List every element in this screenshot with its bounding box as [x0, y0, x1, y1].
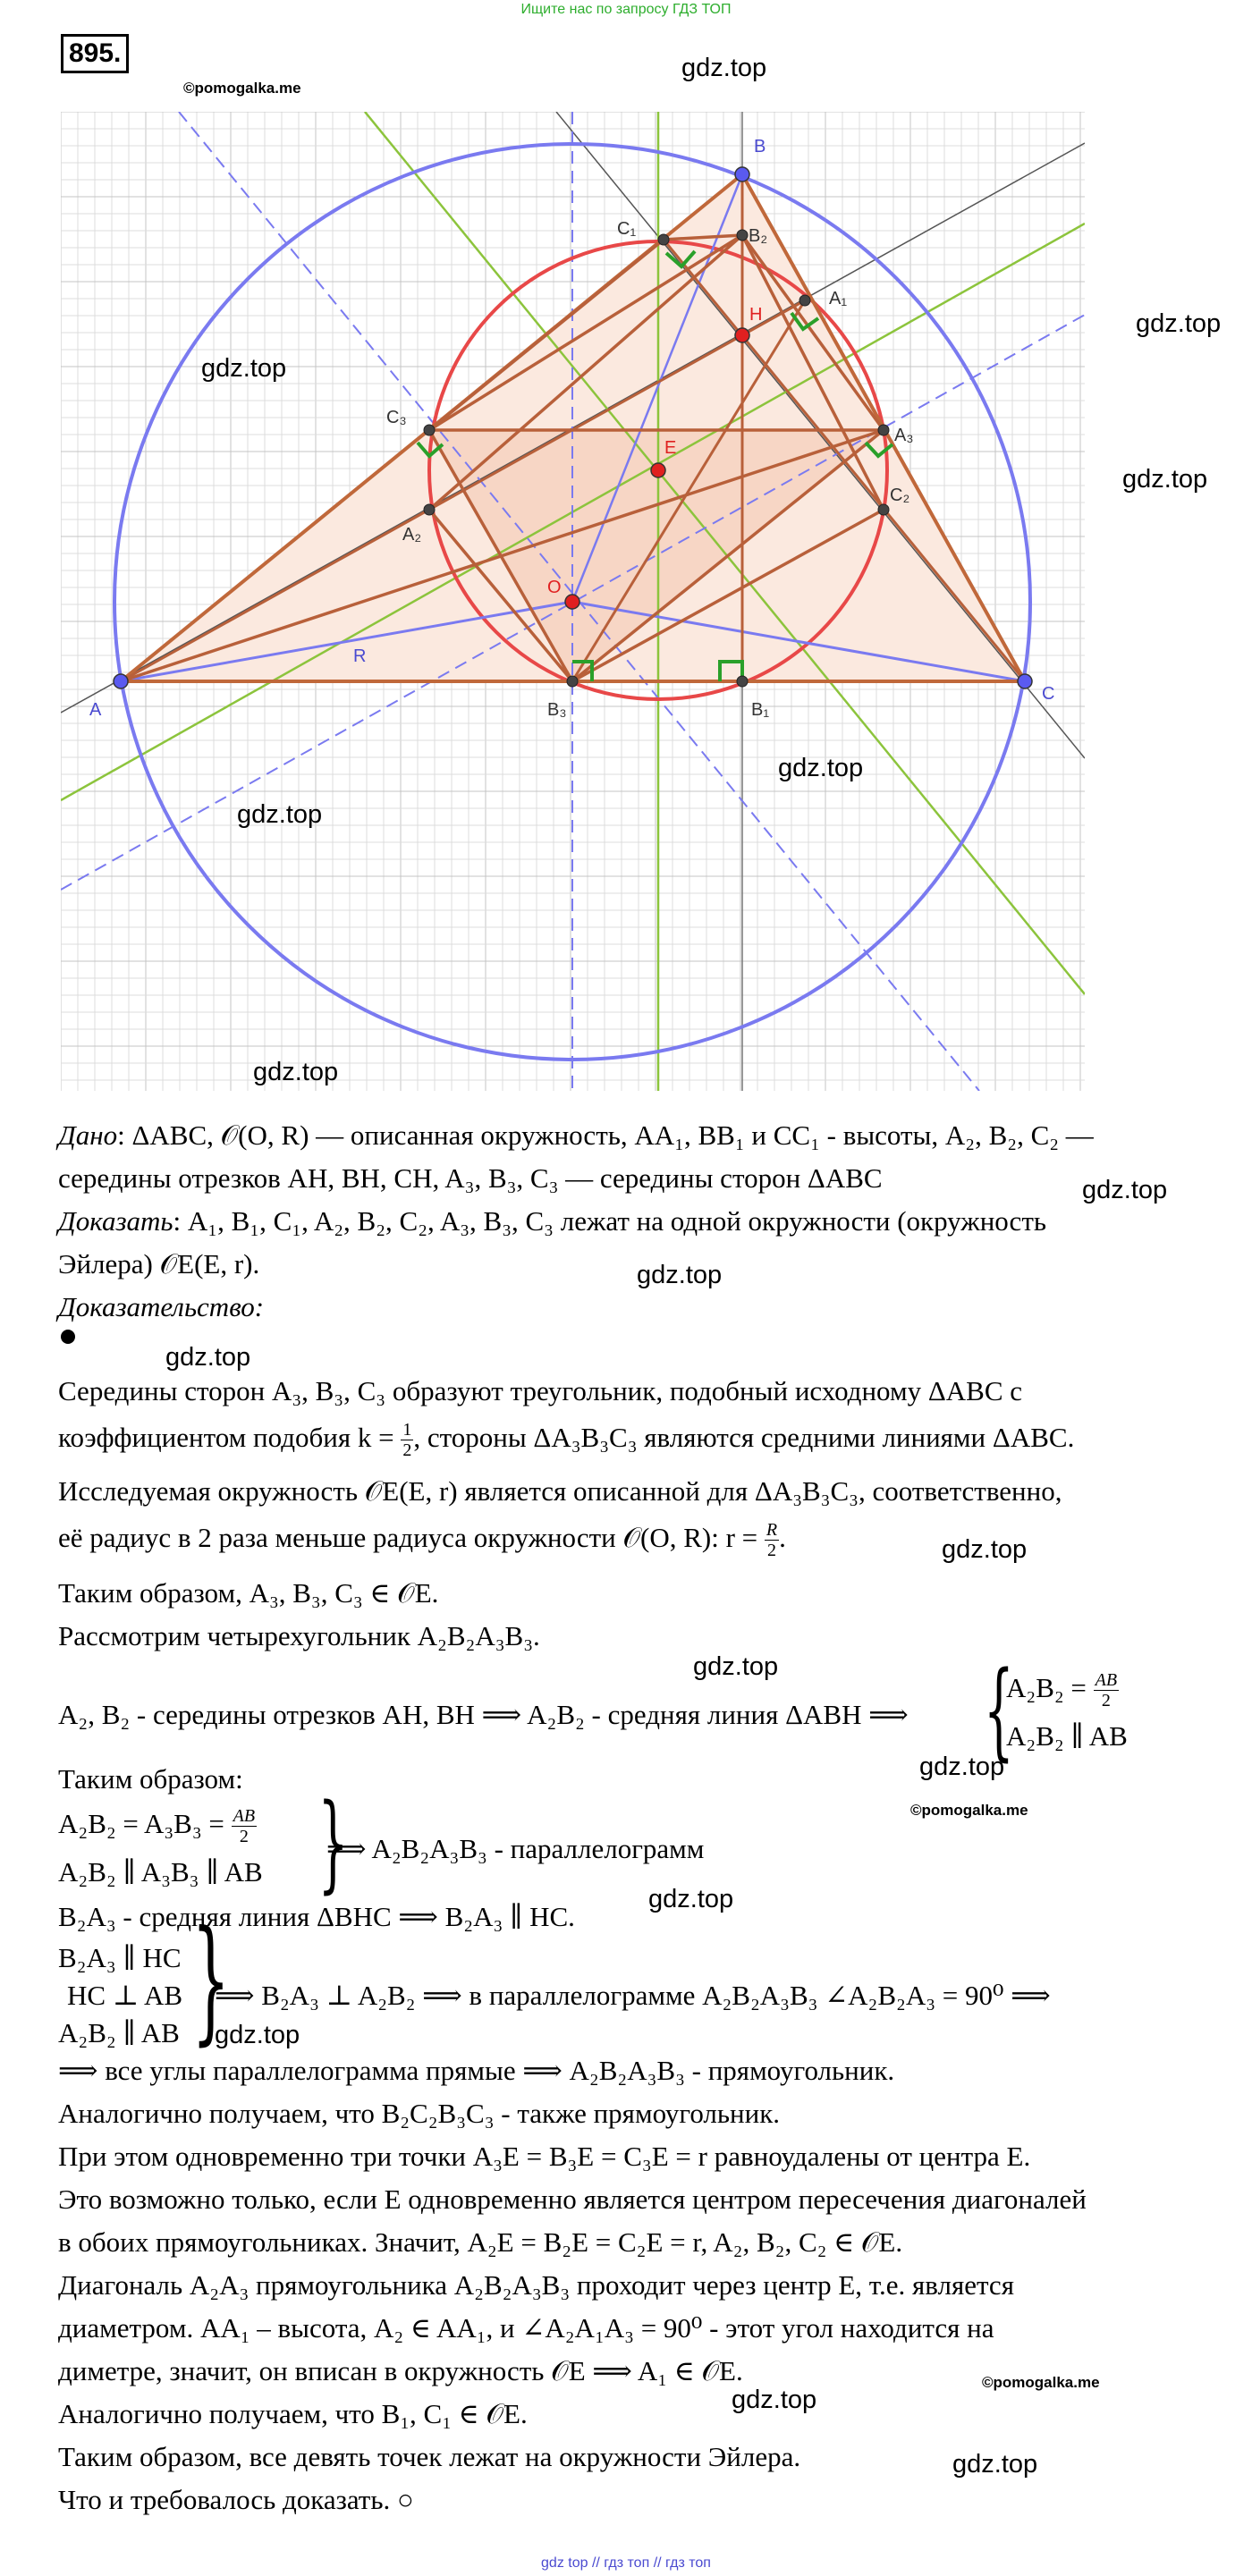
point-b: [735, 167, 749, 182]
system-3-line-3: A₂B₂ ∥ AB: [58, 2017, 180, 2048]
point-a1: [799, 295, 810, 306]
brace: {: [317, 1780, 349, 1904]
bullet: [61, 1330, 75, 1344]
point-a2: [424, 504, 435, 515]
label-c1: C₁: [617, 219, 637, 239]
watermark: gdz.top: [201, 354, 287, 383]
proof-line-13: Аналогично получаем, что B₂C₂B₃C₃ - также прямоугольник.: [58, 2098, 781, 2129]
point-o: [565, 595, 579, 609]
system-1-line-1: A₂B₂ = $\frac{AB}{2}$: [1006, 1670, 1118, 1711]
given-line-2: середины отрезков AH, BH, CH, A₃, B₃, C₃ — середины сторон ΔABC: [58, 1162, 883, 1194]
label-c: C: [1042, 684, 1055, 704]
proof-line-16: в обоих прямоугольниках. Значит, A₂E = B₂E = C₂E = r, A₂, B₂, C₂ ∈ 𝒪E.: [58, 2226, 903, 2258]
proof-line-17: Диагональ A₂A₃ прямоугольника A₂B₂A₃B₃ проходит через центр E, т.е. является: [58, 2269, 1014, 2301]
prove-label: Доказать: [58, 1205, 173, 1237]
given-label: Дано: [58, 1119, 118, 1151]
watermark: gdz.top: [165, 1343, 251, 1372]
label-e: E: [664, 438, 677, 458]
watermark: gdz.top: [919, 1753, 1005, 1781]
point-c2: [878, 504, 889, 515]
label-a3: A₃: [894, 426, 914, 445]
proof-line-21: Таким образом, все девять точек лежат на окружности Эйлера.: [58, 2441, 801, 2472]
watermark: gdz.top: [648, 1885, 734, 1913]
bottom-banner[interactable]: gdz top // гдз топ // гдз топ: [541, 2555, 711, 2571]
system-1-line-2: A₂B₂ ∥ AB: [1006, 1720, 1128, 1752]
watermark: gdz.top: [253, 1058, 339, 1086]
label-b3: B₃: [547, 700, 567, 720]
system-3-result: ⟹ B₂A₃ ⊥ A₂B₂ ⟹ в параллелограмме A₂B₂A₃B₃ ∠A₂B₂A₃ = 90⁰ ⟹: [215, 1980, 1051, 2011]
point-b2: [737, 230, 748, 241]
label-b1: B₁: [751, 700, 770, 720]
system-2-result: ⟹ A₂B₂A₃B₃ - параллелограмм: [326, 1833, 705, 1864]
label-r: R: [353, 646, 367, 666]
watermark: gdz.top: [778, 754, 864, 782]
label-c2: C₂: [890, 486, 910, 505]
point-c3: [424, 425, 435, 435]
watermark: gdz.top: [215, 2021, 300, 2049]
proof-line-6: Рассмотрим четырехугольник A₂B₂A₃B₃.: [58, 1620, 540, 1651]
point-e: [651, 463, 665, 477]
point-a3: [878, 425, 889, 435]
proof-line-8: Таким образом:: [58, 1763, 243, 1795]
watermark: gdz.top: [237, 800, 323, 829]
proof-line-10: B₂A₃ - средняя линия ΔBHC ⟹ B₂A₃ ∥ HC.: [58, 1901, 575, 1932]
watermark: gdz.top: [952, 2450, 1038, 2479]
watermark: gdz.top: [1082, 1176, 1168, 1204]
point-h: [735, 328, 749, 342]
brace: {: [191, 1903, 231, 2058]
point-c: [1018, 674, 1032, 688]
point-b3: [567, 676, 578, 687]
prove-line-1: : A₁, B₁, C₁, A₂, B₂, C₂, A₃, B₃, C₃ лежат на одной окружности (окружность: [173, 1205, 1047, 1237]
proof-line-3: Исследуемая окружность 𝒪E(E, r) является описанной для ΔA₃B₃C₃, соответственно,: [58, 1475, 1062, 1507]
proof-line-7: A₂, B₂ - середины отрезков AH, BH ⟹ A₂B₂ - средняя линия ΔABH ⟹: [58, 1699, 909, 1730]
system-3-line-1: B₂A₃ ∥ HC: [58, 1942, 182, 1973]
problem-number: 895.: [61, 34, 129, 73]
label-c3: C₃: [386, 408, 407, 427]
credit-top: ©pomogalka.me: [183, 80, 301, 97]
system-3-line-2: HC ⊥ AB: [67, 1980, 183, 2011]
proof-line-20: Аналогично получаем, что B₁, C₁ ∈ 𝒪E.: [58, 2398, 528, 2429]
proof-line-14: При этом одновременно три точки A₃E = B₃E = C₃E = r равноудалены от центра E.: [58, 2141, 1031, 2172]
proof-line-15: Это возможно только, если E одновременно является центром пересечения диагоналей: [58, 2183, 1087, 2215]
watermark: gdz.top: [1136, 309, 1222, 338]
watermark: gdz.top: [693, 1652, 779, 1681]
label-a: A: [89, 700, 102, 720]
proof-line-19: диметре, значит, он вписан в окружность 𝒪E ⟹ A₁ ∈ 𝒪E.: [58, 2355, 743, 2386]
proof-line-12: ⟹ все углы параллелограмма прямые ⟹ A₂B₂A₃B₃ - прямоугольник.: [58, 2055, 895, 2086]
system-2-line-1: A₂B₂ = A₃B₃ = $\frac{AB}{2}$: [58, 1806, 256, 1847]
proof-line-5: Таким образом, A₃, B₃, C₃ ∈ 𝒪E.: [58, 1577, 439, 1609]
watermark: gdz.top: [1122, 465, 1208, 494]
label-o: O: [547, 578, 562, 597]
label-h: H: [749, 305, 763, 325]
credit-bottom: ©pomogalka.me: [982, 2374, 1100, 2391]
watermark: gdz.top: [732, 2386, 817, 2414]
proof-line-2: коэффициентом подобия k = $\frac{1}{2}$ , стороны ΔA₃B₃C₃ являются средними линиями ΔABC.: [58, 1420, 1075, 1461]
label-a1: A₁: [829, 289, 848, 308]
proof-line-4: её радиус в 2 раза меньше радиуса окружности 𝒪(O, R): r = $\frac{R}{2}$ .: [58, 1520, 786, 1561]
brace: {: [984, 1648, 1014, 1771]
geometry-figure: [0, 0, 1252, 1109]
label-b: B: [754, 137, 766, 156]
proof-label: Доказательство:: [58, 1291, 265, 1322]
proof-line-18: диаметром. AA₁ – высота, A₂ ∈ AA₁, и ∠A₂A₁A₃ = 90⁰ - этот угол находится на: [58, 2312, 994, 2344]
point-a: [114, 674, 128, 688]
watermark: gdz.top: [637, 1261, 723, 1289]
watermark: gdz.top: [681, 54, 767, 82]
point-c1: [658, 234, 669, 245]
prove-line-2: Эйлера) 𝒪E(E, r).: [58, 1248, 260, 1280]
label-b2: B₂: [749, 226, 768, 246]
system-2-line-2: A₂B₂ ∥ A₃B₃ ∥ AB: [58, 1856, 263, 1888]
watermark: gdz.top: [942, 1535, 1028, 1564]
point-b1: [737, 676, 748, 687]
proof-line-22: Что и требовалось доказать. ○: [58, 2484, 414, 2515]
proof-line-1: Середины сторон A₃, B₃, C₃ образуют треугольник, подобный исходному ΔABC с: [58, 1375, 1023, 1406]
credit-mid: ©pomogalka.me: [910, 1802, 1028, 1819]
top-banner[interactable]: Ищите нас по запросу ГДЗ ТОП: [520, 2, 732, 17]
label-a2: A₂: [402, 525, 422, 545]
given-line-1: : ΔABC, 𝒪(O, R) — описанная окружность, AA₁, BB₁ и CC₁ - высоты, A₂, B₂, C₂ —: [117, 1119, 1094, 1151]
